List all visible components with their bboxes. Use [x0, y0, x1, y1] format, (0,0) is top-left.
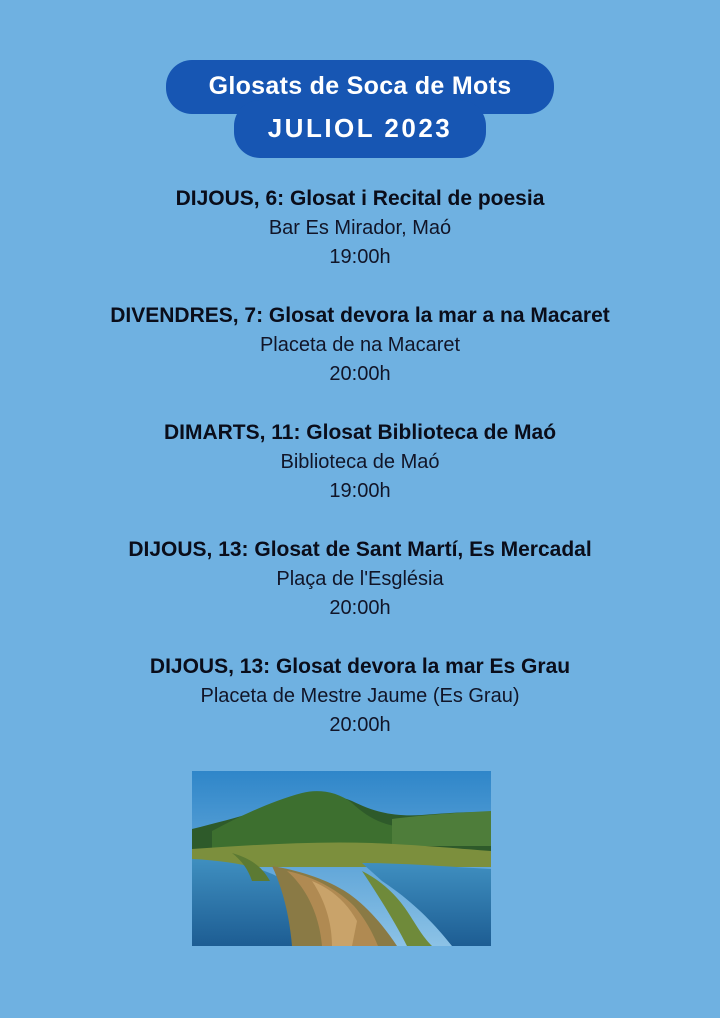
event-place: Biblioteca de Maó: [280, 451, 440, 473]
event-heading: DIJOUS, 6: Glosat i Recital de poesia: [175, 187, 545, 210]
event-heading: DIJOUS, 13: Glosat de Sant Martí, Es Mercadal: [128, 538, 592, 561]
event-item: [0, 301, 720, 389]
poster-title: Glosats de Soca de Mots: [208, 72, 512, 100]
event-item: [0, 418, 720, 506]
event-time: 19:00h: [329, 480, 391, 502]
event-time: 20:00h: [329, 363, 391, 385]
event-time: 20:00h: [329, 597, 391, 619]
event-heading: DIVENDRES, 7: Glosat devora la mar a na Macaret: [110, 304, 610, 327]
event-time: 20:00h: [329, 714, 391, 736]
title-badge: [0, 60, 720, 160]
event-item: [0, 652, 720, 740]
event-place: Placeta de Mestre Jaume (Es Grau): [200, 685, 520, 707]
event-heading: DIJOUS, 13: Glosat devora la mar Es Grau: [149, 655, 571, 678]
landscape-photo-icon: [192, 771, 491, 946]
event-place: Bar Es Mirador, Maó: [268, 217, 452, 239]
event-place: Plaça de l'Església: [276, 568, 444, 590]
event-heading: DIMARTS, 11: Glosat Biblioteca de Maó: [163, 421, 557, 444]
landscape-photo: [192, 771, 491, 946]
event-time: 19:00h: [329, 246, 391, 268]
event-item: [0, 535, 720, 623]
event-list: [0, 184, 720, 769]
event-place: Placeta de na Macaret: [259, 334, 461, 356]
event-item: [0, 184, 720, 272]
poster-month: JULIOL 2023: [267, 113, 453, 143]
